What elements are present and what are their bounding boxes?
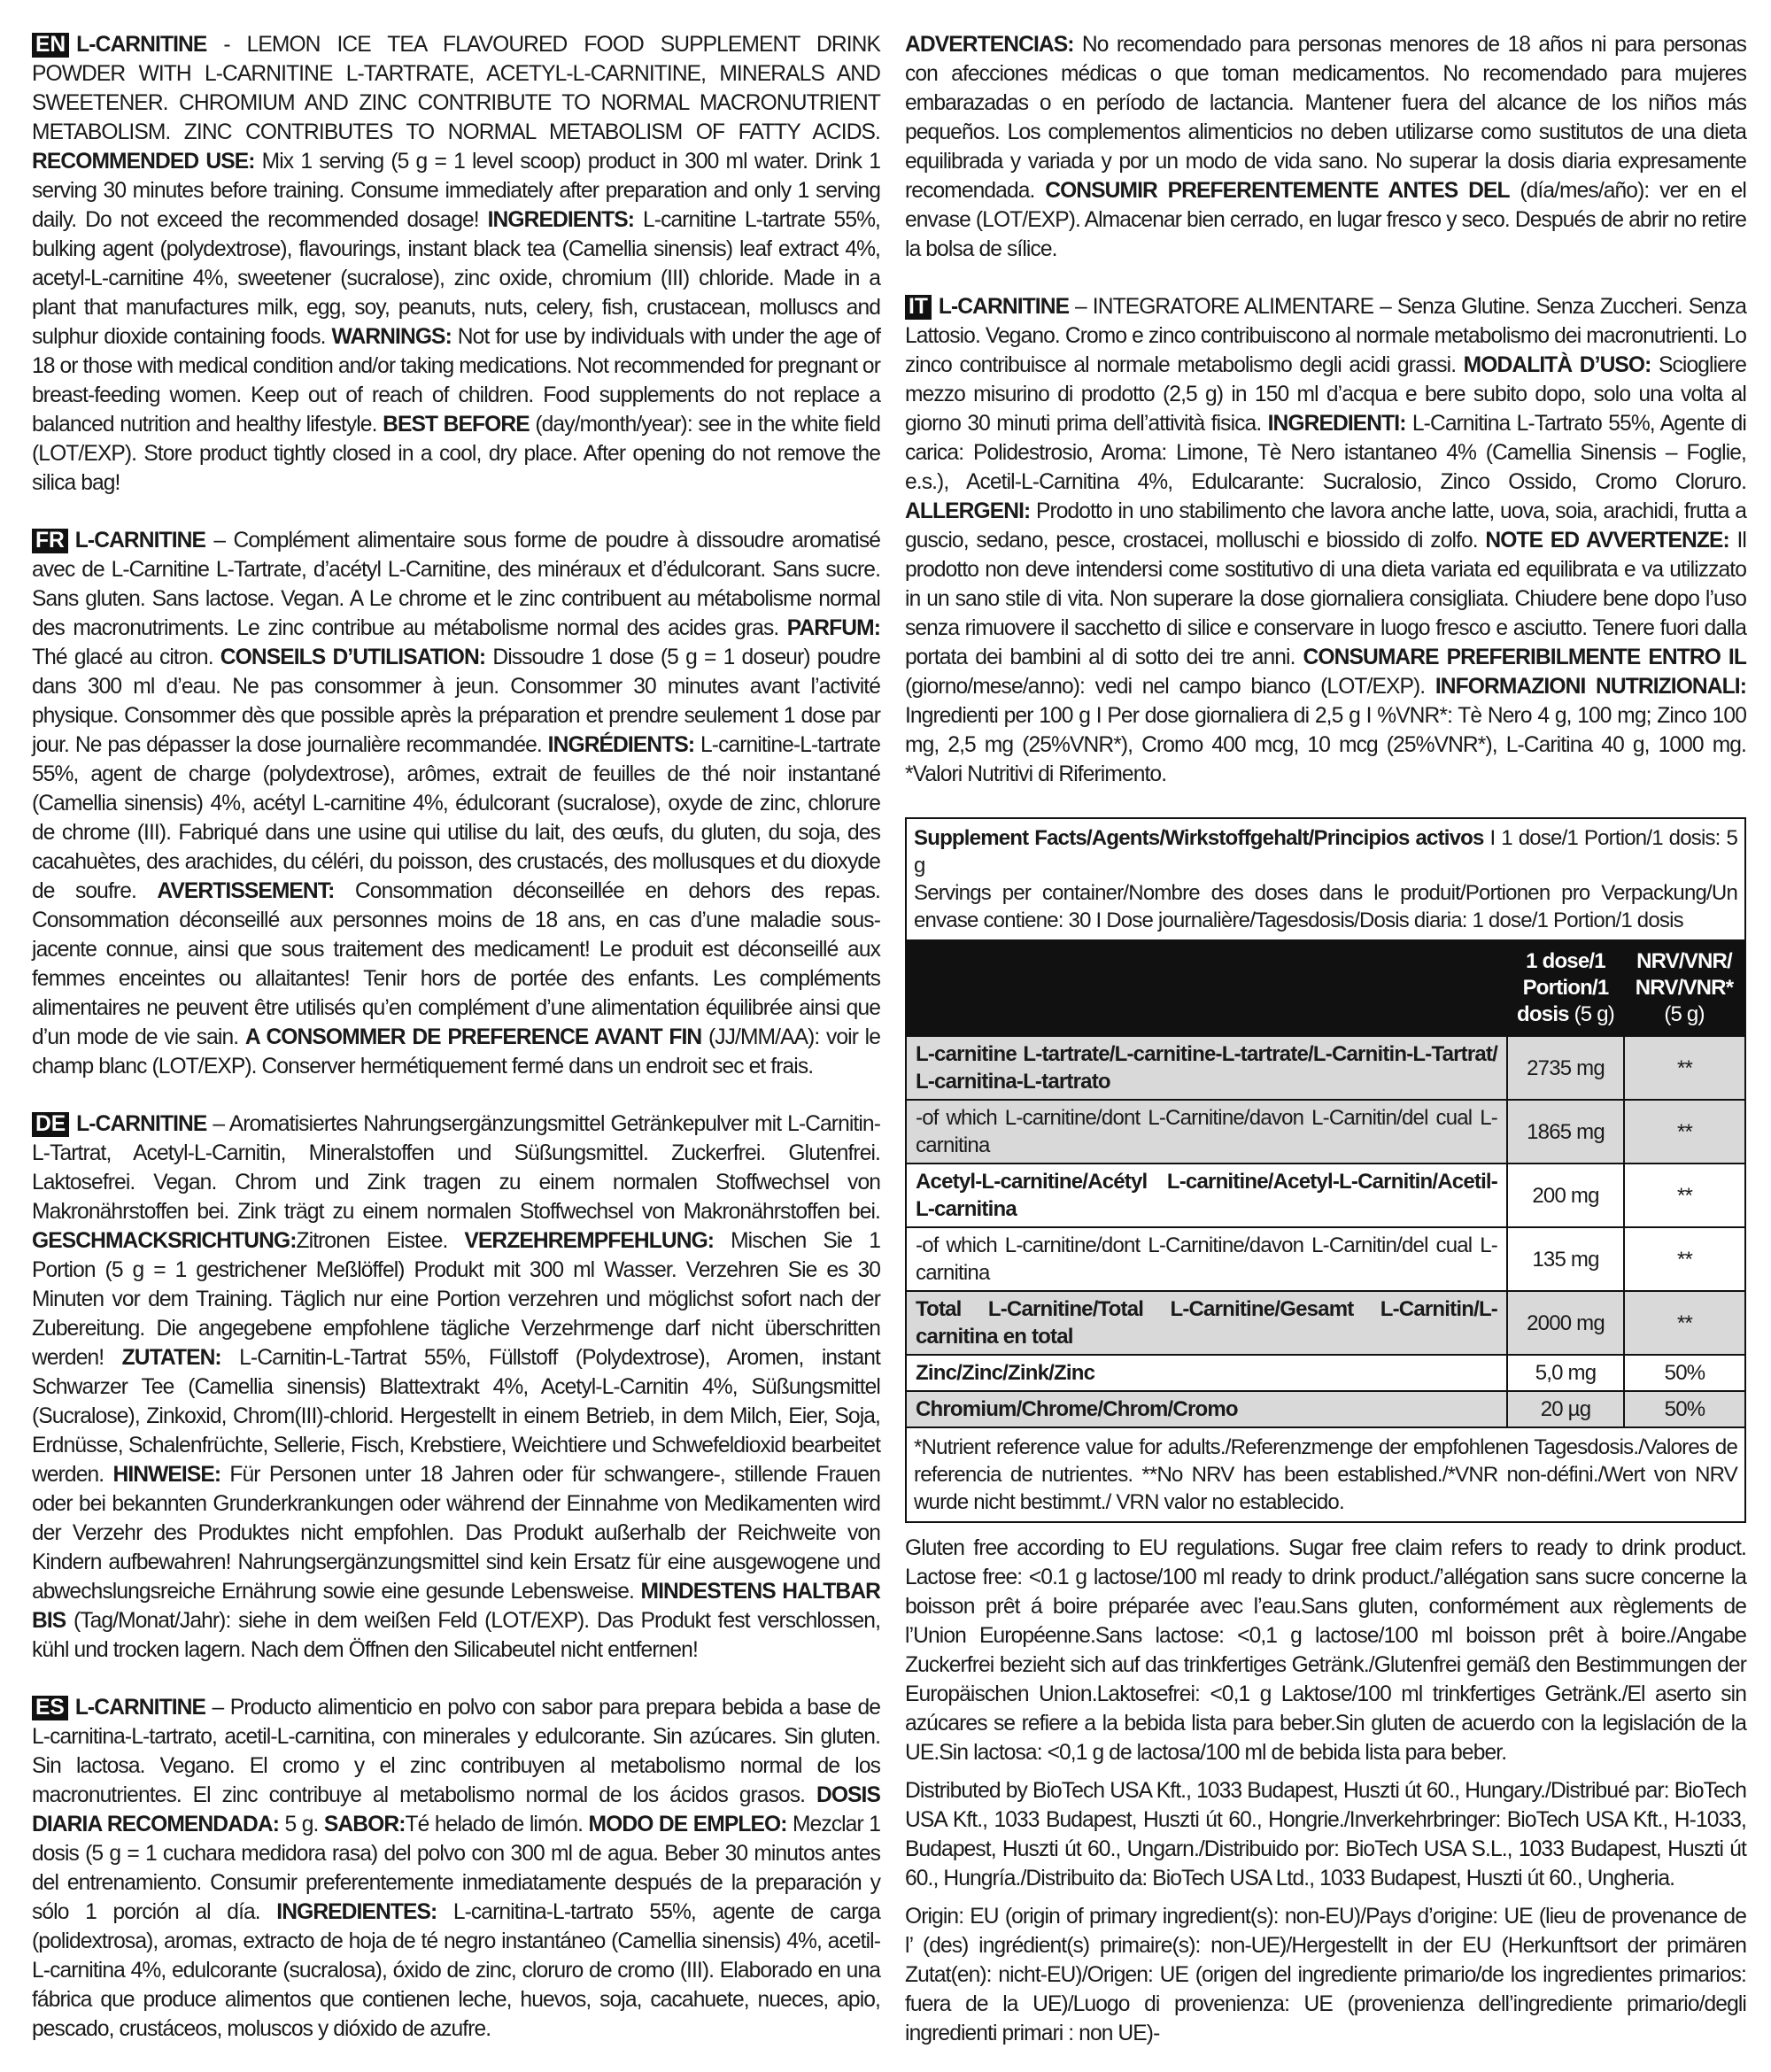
de-warnings-label: HINWEISE: — [112, 1463, 221, 1487]
supplement-facts-table — [905, 817, 1746, 1523]
facts-nrv-header: NRV/VNR/ NRV/VNR* (5 g) — [1624, 939, 1744, 1036]
es-text-2: 5 g. — [279, 1813, 324, 1836]
nutrient-nrv: 50% — [1624, 1355, 1744, 1391]
en-text-3: L-carnitine L-tartrate 55%, bulking agent (polydextrose), flavourings, instant black tea (Camellia sinensis) leaf extract 4%, acetyl-L-carnitine 4%, sweetener (sucralose), zinc oxide, chromium (III) chloride. Made in a plant that manufactures milk, egg, soy, peanuts, nuts, celery, fish, crustacean, molluscs and sulphur dioxide containing foods. — [32, 208, 880, 349]
fr-flavour-label: PARFUM: — [786, 616, 880, 640]
it-text-6: (giorno/mese/anno): vedi nel campo bianco (LOT/EXP). — [905, 675, 1435, 699]
it-text-5: Il prodotto non deve intendersi come sostitutivo di una dieta variata ed equilibrata e va utilizzato in un sano stile di vita. Non superare la dose giornaliera consigliata. Chiudere bene dopo l’uso senza rimuovere il sacchetto di silice e conservare in luogo fresco e asciutto. Tenere fuori dalla portata dei bambini al di sotto dei tre anni. — [905, 529, 1746, 669]
nutrient-amount: 2000 mg — [1507, 1291, 1624, 1355]
section-es — [32, 1693, 880, 2044]
section-it — [905, 292, 1746, 789]
es-use-label: MODO DE EMPLEO: — [588, 1813, 787, 1836]
facts-grid — [907, 939, 1744, 1426]
nutrient-amount: 135 mg — [1507, 1227, 1624, 1291]
de-text-2: Zitronen Eistee. — [296, 1229, 465, 1253]
lang-badge-de: DE — [32, 1112, 69, 1137]
de-text-5: Für Personen unter 18 Jahren oder für schwangere-, stillende Frauen oder bei bekannten Grunderkrankungen oder während der Einnahme von Medikamenten wird der Verzehr des Produktes nicht empfohlen. Das Produkt außerhalb der Reichweite von Kindern aufbewahren! Nahrungsergänzungsmittel sind kein Ersatz für eine ausgewogene und abwechslungsreiche Ernährung sowie eine gesunde Lebensweise. — [32, 1463, 880, 1604]
es-text-5: L-carnitina-L-tartrato 55%, agente de carga (polidextrosa), aromas, extracto de hoja de té negro instantáneo (Camellia sinensis) 4%, acetil-L-carnitina 4%, edulcorante (sucralosa), óxido de zinc, cloruro de cromo (III). Elaborado en una fábrica que produce alimentos que contienen leche, huevos, soja, cacahuete, nueces, apio, pescado, crustáceos, moluscos y dióxido de azufre. — [32, 1900, 880, 2041]
it-best-before-label: CONSUMARE PREFERIBILMENTE ENTRO IL — [1303, 646, 1746, 669]
es-dose-label: DOSIS DIARIA RECOMENDADA: — [32, 1783, 880, 1836]
it-text-2: Sciogliere mezzo misurino di prodotto (2,5 g) in 150 ml d’acqua e bere subito dopo, solo una volta al giorno 30 minuti prima dell’attività fisica. — [905, 353, 1746, 436]
en-text-2: Mix 1 serving (5 g = 1 level scoop) product in 300 ml water. Drink 1 serving 30 minutes before training. Consume immediately after preparation and only 1 serving daily. Do not exceed the recommended dosage! — [32, 150, 880, 232]
nutrient-label: Chromium/Chrome/Chrom/Cromo — [907, 1391, 1507, 1426]
it-ingredients-label: INGREDIENTI: — [1267, 412, 1406, 436]
es-ingredients-label: INGREDIENTES: — [276, 1900, 437, 1924]
es-text-7: (día/mes/año): ver en el envase (LOT/EXP). Almacenar bien cerrado, en lugar fresco y seco. Después de abrir no retire la bolsa de sílice. — [905, 179, 1746, 261]
de-text-3: Mischen Sie 1 Portion (5 g = 1 gestrichener Meßlöffel) Produkt mit 300 ml Wasser. Verzehren Sie es 30 Minuten vor dem Training. Täglich nur eine Portion verzehren und möglichst sofort nach der Zubereitung. Die angegebene empfohlene tägliche Verzehrmenge darf nicht überschritten werden! — [32, 1229, 880, 1370]
it-text-4: Prodotto in uno stabilimento che lavora anche latte, uova, soia, arachidi, frutta a guscio, sedano, pesce, crostacei, molluschi e biossido di zolfo. — [905, 499, 1746, 553]
it-text-7: Ingredienti per 100 g I Per dose giornaliera di 2,5 g I %VNR*: Tè Nero 4 g, 100 mg; Zinco 100 mg, 2,5 mg (25%VNR*), Cromo 400 mcg, 10 mcg (25%VNR*), L-Caritina 40 g, 1000 mg. *Valori Nutritivi di Riferimento. — [905, 704, 1746, 786]
fr-text-4: L-carnitine-L-tartrate 55%, agent de charge (polydextrose), arômes, extrait de feuilles de thé noir instantané (Camellia sinensis) 4%, acétyl L-carnitine 4%, édulcorant (sucralose), oxyde de zinc, chlorure de chrome (III). Fabriqué dans une usine qui utilise du lait, des œufs, du gluten, du soja, des cacahuètes, des arachides, du céléri, du poisson, des crustacés, des mollusques et du dioxyde de soufre. — [32, 733, 880, 903]
facts-title: Supplement Facts/Agents/Wirkstoffgehalt/Principios activos — [914, 826, 1484, 850]
product-title-it: L-CARNITINE — [938, 295, 1070, 319]
en-warnings-label: WARNINGS: — [331, 325, 452, 349]
en-text-5: (day/month/year): see in the white field (LOT/EXP). Store product tightly closed in a cool, dry place. After opening do not remove the silica bag! — [32, 413, 880, 495]
section-en — [32, 30, 880, 498]
table-row — [907, 1100, 1744, 1164]
supplement-facts-header — [907, 819, 1744, 939]
fr-text-2: Thé glacé au citron. — [32, 646, 220, 669]
nutrient-label: Zinc/Zinc/Zink/Zinc — [907, 1355, 1507, 1391]
fr-ingredients-label: INGRÉDIENTS: — [547, 733, 695, 757]
nutrient-nrv: ** — [1624, 1100, 1744, 1164]
left-column — [32, 30, 880, 2072]
section-es-continued — [905, 30, 1746, 264]
de-use-label: VERZEHREMPFEHLUNG: — [464, 1229, 715, 1253]
it-use-label: MODALITÀ D’USO: — [1463, 353, 1651, 377]
de-text-6: (Tag/Monat/Jahr): siehe in dem weißen Feld (LOT/EXP). Das Produkt fest verschlossen, kühl und trocken lagern. Nach dem Öffnen den Silicabeutel nicht entfernen! — [32, 1609, 880, 1662]
nutrient-nrv: ** — [1624, 1036, 1744, 1100]
table-row — [907, 1036, 1744, 1100]
nutrient-nrv: 50% — [1624, 1391, 1744, 1426]
facts-serving-size: 1 dose/1 Portion/1 dosis: 5 g — [914, 826, 1738, 878]
es-flavour-label: SABOR: — [323, 1813, 406, 1836]
fr-text-1: – Complément alimentaire sous forme de poudre à dissoudre aromatisé avec de L-Carnitine L-Tartrate, d’acétyl L-Carnitine, des minéraux et d’édulcorant. Sans sucre. Sans gluten. Sans lactose. Vegan. A Le chrome et le zinc contribuent au métabolisme normal des macronutriments. Le zinc contribue au métabolisme normal des acides gras. — [32, 529, 880, 640]
nutrient-label: L-carnitine L-tartrate/L-carnitine-L-tartrate/L-Carnitin-L-Tartrat/ L-carnitina-L-tartrato — [907, 1036, 1507, 1100]
nutrient-nrv: ** — [1624, 1227, 1744, 1291]
nutrient-amount: 2735 mg — [1507, 1036, 1624, 1100]
es-text-1: – Producto alimenticio en polvo con sabor para prepara bebida a base de L-carnitina-L-tartrato, acetil-L-carnitina, con minerales y edulcorante. Sin azúcares. Sin gluten. Sin lactosa. Vegano. El cromo y el zinc contribuyen al metabolismo normal de los macronutrientes. El zinc contribuye al metabolismo normal de los ácidos grasos. — [32, 1696, 880, 1807]
facts-footnote: *Nutrient reference value for adults./Referenzmenge der empfohlenen Tagesdosis./Valores de referencia de nutrientes. **No NRV has been established./*VNR non-défini./Wert von NRV wurde nicht bestimmt./ VRN valor no establecido. — [907, 1426, 1744, 1521]
en-text-1: - LEMON ICE TEA FLAVOURED FOOD SUPPLEMENT DRINK POWDER WITH L-CARNITINE L-TARTRATE, ACETYL-L-CARNITINE, MINERALS AND SWEETENER. CHROMIUM AND ZINC CONTRIBUTE TO NORMAL MACRONUTRIENT METABOLISM. ZINC CONTRIBUTES TO NORMAL METABOLISM OF FATTY ACIDS. — [32, 33, 880, 144]
fr-text-3: Dissoudre 1 dose (5 g = 1 doseur) poudre dans 300 ml d’eau. Ne pas consommer à jeun. Consommer 30 minutes avant l’activité physique. Consommer dès que possible après la préparation et prendre seulement 1 dose par jour. Ne pas dépasser la dose journalière recommandée. — [32, 646, 880, 757]
es-best-before-label: CONSUMIR PREFERENTEMENTE ANTES DEL — [1045, 179, 1510, 203]
product-title-es: L-CARNITINE — [74, 1696, 206, 1720]
lang-badge-it: IT — [905, 295, 932, 320]
facts-column-header-row — [907, 939, 1744, 1036]
lang-badge-es: ES — [32, 1696, 68, 1720]
right-column — [905, 30, 1746, 2057]
en-use-label: RECOMMENDED USE: — [32, 150, 255, 174]
lang-badge-en: EN — [32, 33, 69, 58]
nutrient-amount: 5,0 mg — [1507, 1355, 1624, 1391]
fr-best-before-label: A CONSOMMER DE PREFERENCE AVANT FIN — [244, 1025, 702, 1049]
es-warnings-label: ADVERTENCIAS: — [905, 33, 1074, 57]
table-row — [907, 1227, 1744, 1291]
fr-use-label: CONSEILS D’UTILISATION: — [220, 646, 486, 669]
en-best-before-label: BEST BEFORE — [383, 413, 530, 437]
de-text-1: – Aromatisiertes Nahrungsergänzungsmittel Getränkepulver mit L-Carnitin-L-Tartrat, Acetyl-L-Carnitin, Mineralstoffen und Süßungsmittel. Zuckerfrei. Glutenfrei. Laktosefrei. Vegan. Chrom und Zink tragen zu einem normalen Stoffwechsel von Makronährstoffen bei. Zink trägt zu einem normalen Stoffwechsel von Makronährstoffen bei. — [32, 1112, 880, 1224]
section-fr — [32, 526, 880, 1081]
nutrient-amount: 1865 mg — [1507, 1100, 1624, 1164]
es-text-3: Té helado de limón. — [405, 1813, 589, 1836]
fr-text-6: (JJ/MM/AA): voir le champ blanc (LOT/EXP). Conserver hermétiquement fermé dans un endroit sec et frais. — [32, 1025, 880, 1079]
lang-badge-fr: FR — [32, 529, 68, 553]
de-best-before-label: MINDESTENS HALTBAR BIS — [32, 1580, 880, 1633]
table-row — [907, 1355, 1744, 1391]
fr-warnings-label: AVERTISSEMENT: — [157, 879, 335, 903]
nutrient-label: Acetyl-L-carnitine/Acétyl L-carnitine/Acetyl-L-Carnitin/Acetil-L-carnitina — [907, 1164, 1507, 1227]
es-text-4: Mezclar 1 dosis (5 g = 1 cuchara medidora rasa) del polvo con 300 ml de agua. Beber 30 minutos antes del entrenamiento. Consumir preferentemente inmediatamente después de la preparación y sólo 1 porción al día. — [32, 1813, 880, 1924]
gluten-lactose-note: Gluten free according to EU regulations. Sugar free claim refers to ready to drink product. Lactose free: <0.1 g lactose/100 ml ready to drink product./’allégation sans sucre concerne la boisson prêt á boire préparée avec l’eau.Sans gluten, conformément aux règlements de l’Union Européenne.Sans lactose: <0,1 g lactose/100 ml boisson prêt à boire./Angabe Zuckerfrei bezieht sich auf das trinkfertiges Getränk./Glutenfrei gemäß den Bestimmungen der Europäischen Union.Laktosefrei: <0,1 g Laktose/100 ml trinkfertiges Getränk./El aserto sin azúcares se refiere a la bebida lista para beber.Sin gluten de acuerdo con la legislación de la UE.Sin lactosa: <0,1 g de lactosa/100 ml de bebida lista para beber. — [905, 1536, 1746, 1765]
nutrient-amount: 200 mg — [1507, 1164, 1624, 1227]
it-text-3: L-Carnitina L-Tartrato 55%, Agente di carica: Polidestrosio, Aroma: Limone, Tè Nero istantaneo 4% (Camellia Sinensis – Foglie, e.s.), Acetil-L-Carnitina 4%, Edulcarante: Sucralosio, Zinco Ossido, Cromo Cloruro. — [905, 412, 1746, 494]
it-warnings-label: NOTE ED AVVERTENZE: — [1485, 529, 1729, 553]
section-de — [32, 1109, 880, 1665]
nutrient-label: -of which L-carnitine/dont L-Carnitine/davon L-Carnitin/del cual L-carnitina — [907, 1227, 1507, 1291]
origin-info: Origin: EU (origin of primary ingredient(s): non-EU)/Pays d’origine: UE (lieu de provenance de l’ (des) ingrédient(s) primaire(s): non-UE)/Hergestellt in der EU (Herkunftsort der primären Zutat(en): nicht-EU)/Origen: UE (origen del ingrediente primario/de los ingredientes primarios: fuera de la UE)/Luogo di provenienza: UE (provenienza dell’ingrediente primario/degli ingredienti primari : non UE)- — [905, 1905, 1746, 2045]
es-text-6: No recomendado para personas menores de 18 años ni para personas con afecciones médicas o que toman medicamentos. No recomendado para mujeres embarazadas o en período de lactancia. Mantener fuera del alcance de los niños más pequeños. Los complementos alimenticios no deben utilizarse como sustitutos de una dieta equilibrada y variada y por un modo de vida sano. No superar la dosis diaria expresamente recomendada. — [905, 33, 1746, 203]
it-allergens-label: ALLERGENI: — [905, 499, 1031, 523]
de-text-4: L-Carnitin-L-Tartrat 55%, Füllstoff (Polydextrose), Aromen, instant Schwarzer Tee (Camellia sinensis) Blattextrakt 4%, Acetyl-L-Carnitin 4%, Süßungsmittel (Sucralose), Zinkoxid, Chrom(III)-chlorid. Hergestellt in einem Betrieb, in dem Milch, Eier, Soja, Erdnüsse, Schalenfrüchte, Sellerie, Fisch, Krebstiere, Weichtiere und Schwefeldioxid bearbeitet werden. — [32, 1346, 880, 1487]
product-title-fr: L-CARNITINE — [74, 529, 206, 553]
nutrient-nrv: ** — [1624, 1164, 1744, 1227]
en-ingredients-label: INGREDIENTS: — [487, 208, 635, 232]
facts-amount-header: 1 dose/1 Portion/1 dosis (5 g) — [1507, 939, 1624, 1036]
en-text-4: Not for use by individuals with under the age of 18 or those with medical condition and/or taking medications. Not recommended for pregnant or breast-feeding women. Keep out of reach of children. Food supplements do not replace a balanced nutrition and healthy lifestyle. — [32, 325, 881, 437]
product-title-en: L-CARNITINE — [76, 33, 207, 57]
fr-text-5: Consommation déconseillée en dehors des repas. Consommation déconseillé aux personnes moins de 18 ans, en cas d’une maladie sous-jacente connue, ainsi que sous traitement des medicament! Le produit est déconseillé aux femmes enceintes ou allaitantes! Tenir hors de portée des enfants. Les compléments alimentaires ne peuvent être utilisés qu’en complément d’une alimentation équilibrée ainsi que d’un mode de vie sain. — [32, 879, 880, 1049]
table-row — [907, 1164, 1744, 1227]
facts-title-separator: I — [1483, 826, 1502, 850]
nutrient-amount: 20 µg — [1507, 1391, 1624, 1426]
table-row — [907, 1391, 1744, 1426]
nutrient-label: Total L-Carnitine/Total L-Carnitine/Gesamt L-Carnitin/L-carnitina en total — [907, 1291, 1507, 1355]
it-nutrition-label: INFORMAZIONI NUTRIZIONALI: — [1435, 675, 1746, 699]
nutrient-label: -of which L-carnitine/dont L-Carnitine/davon L-Carnitin/del cual L-carnitina — [907, 1100, 1507, 1164]
de-ingredients-label: ZUTATEN: — [121, 1346, 221, 1370]
nutrient-nrv: ** — [1624, 1291, 1744, 1355]
facts-servings-per-container: Servings per container/Nombre des doses dans le produit/Portionen pro Verpackung/Un envase contiene: 30 I Dose journalière/Tagesdosis/Dosis diaria: 1 dose/1 Portion/1 dosis — [914, 881, 1737, 932]
product-title-de: L-CARNITINE — [76, 1112, 207, 1136]
de-flavour-label: GESCHMACKSRICHTUNG: — [32, 1229, 297, 1253]
table-row — [907, 1291, 1744, 1355]
it-text-1: – INTEGRATORE ALIMENTARE – Senza Glutine. Senza Zuccheri. Senza Lattosio. Vegano. Cromo e zinco contribuiscono al normale metabolismo dei macronutrienti. Lo zinco contribuisce al normale metabolismo degli acidi grassi. — [905, 295, 1746, 377]
facts-label-header — [907, 939, 1507, 1036]
distributor-info: Distributed by BioTech USA Kft., 1033 Budapest, Huszti út 60., Hungary./Distribué par: BioTech USA Kft., 1033 Budapest, Huszti út 60., Hongrie./Inverkehrbringer: BioTech USA Kft., H-1033, Budapest, Huszti út 60., Ungarn./Distribuido por: BioTech USA S.L., 1033 Budapest, Huszti út 60., Hungría./Distribuito da: BioTech USA Ltd., 1033 Budapest, Huszti út 60., Ungheria. — [905, 1779, 1746, 1890]
